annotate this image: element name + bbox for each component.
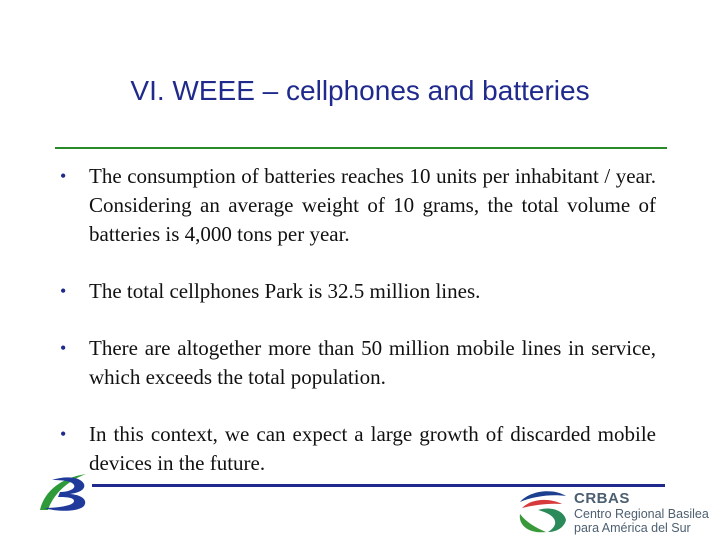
cb-swoosh-logo-icon [34,470,98,519]
bullet-item [56,162,656,249]
bullet-item [56,420,656,478]
slide-title: VI. WEEE – cellphones and batteries [130,75,590,106]
bullet-text: The total cellphones Park is 32.5 million lines. [89,279,481,303]
bullet-marker: • [60,281,67,301]
title-divider [55,147,667,149]
org-name: CRBAS [574,490,630,507]
bullet-text: The consumption of batteries reaches 10 units per inhabitant / year. Considering an average weight of 10 grams, the total volume of batteries is 4,000 tons per year. [89,164,656,246]
bullet-item [56,334,656,392]
bullet-marker: • [60,338,67,358]
bullet-marker: • [60,166,67,186]
crbas-leaf-logo-icon [516,488,570,541]
footer-divider [92,484,665,487]
bullet-list [56,162,656,506]
bullet-text: There are altogether more than 50 million mobile lines in service, which exceeds the total population. [89,336,656,389]
bullet-marker: • [60,424,67,444]
bullet-text: In this context, we can expect a large growth of discarded mobile devices in the future. [89,422,656,475]
org-name-line-2: para América del Sur [574,521,691,535]
bullet-item [56,277,656,306]
org-name-line-1: Centro Regional Basilea [574,507,709,521]
